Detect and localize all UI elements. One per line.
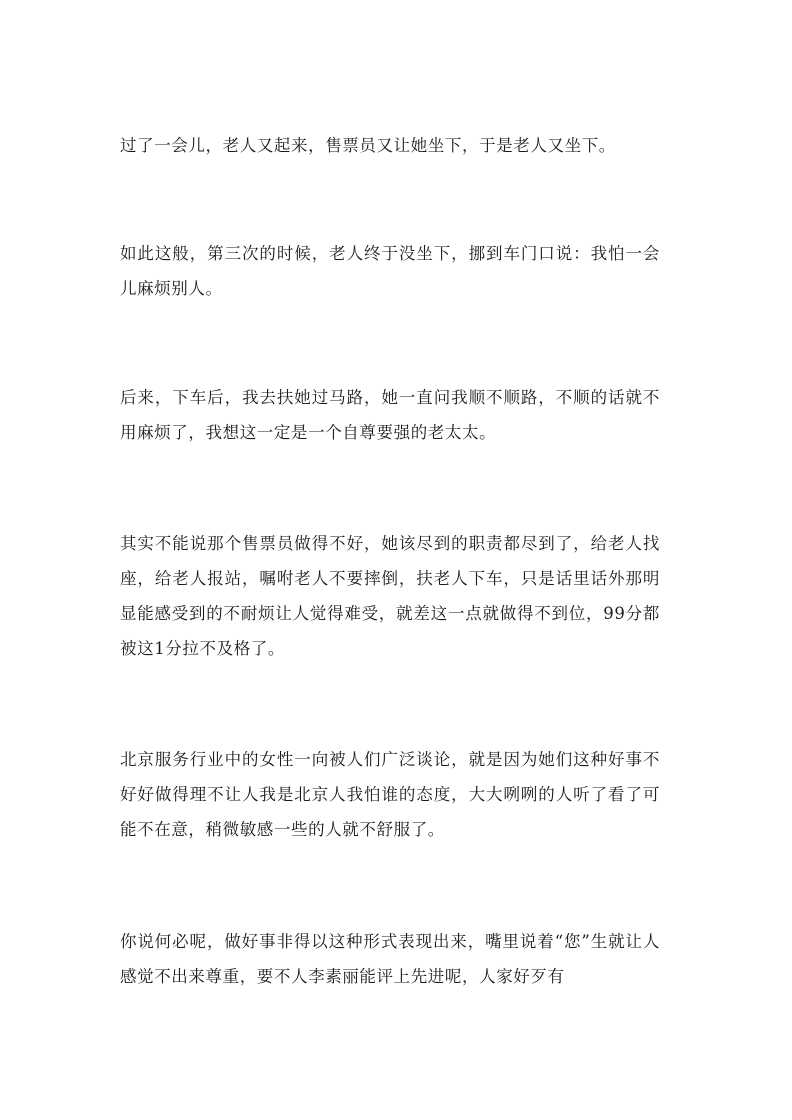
paragraph-2: 如此这般，第三次的时候，老人终于没坐下，挪到车门口说：我怕一会儿麻烦别人。	[120, 244, 660, 298]
paragraph-3: 后来，下车后，我去扶她过马路，她一直问我顺不顺路，不顺的话就不用麻烦了，我想这一定是一个自尊要强的老太太。	[120, 388, 660, 442]
paragraph-6: 你说何必呢，做好事非得以这种形式表现出来，嘴里说着“您”生就让人感觉不出来尊重，要不人李素丽能评上先进呢，人家好歹有	[120, 932, 660, 986]
paragraph-1: 过了一会儿，老人又起来，售票员又让她坐下，于是老人又坐下。	[120, 136, 616, 155]
paragraph-5: 北京服务行业中的女性一向被人们广泛谈论，就是因为她们这种好事不好好做得理不让人我是北京人我怕谁的态度，大大咧咧的人听了看了可能不在意，稍微敏感一些的人就不舒服了。	[120, 750, 660, 839]
paragraph-4: 其实不能说那个售票员做得不好，她该尽到的职责都尽到了，给老人找座，给老人报站，嘱咐老人不要摔倒，扶老人下车，只是话里话外那明显能感受到的不耐烦让人觉得难受，就差这一点就做得不到位，99分都被这1分拉不及格了。	[120, 534, 660, 658]
